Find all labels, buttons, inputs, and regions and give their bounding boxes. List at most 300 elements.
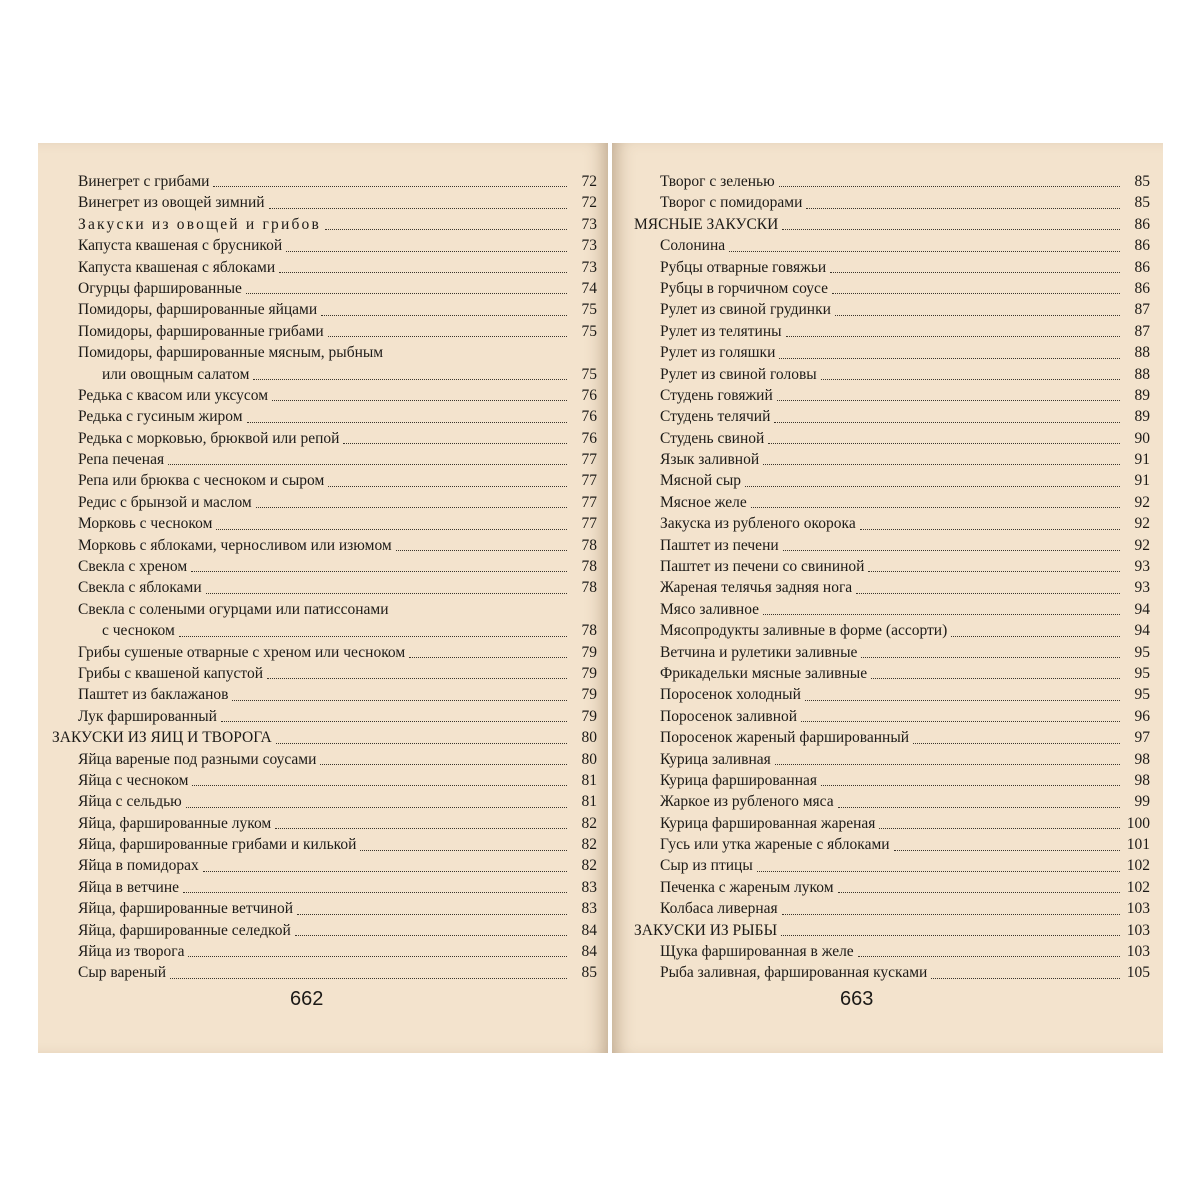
toc-entry-text: Паштет из печени xyxy=(660,536,779,554)
dot-leader xyxy=(913,743,1120,744)
dot-leader xyxy=(782,914,1120,915)
dot-leader xyxy=(279,272,567,273)
toc-entry xyxy=(634,791,1150,812)
toc-entry-text: МЯСНЫЕ ЗАКУСКИ xyxy=(634,215,779,233)
toc-entry-text: Жаркое из рубленого мяса xyxy=(660,793,834,811)
toc-entry-text: Паштет из печени со свининой xyxy=(660,558,865,576)
toc-page-number: 75 xyxy=(581,322,597,340)
toc-page-number: 91 xyxy=(1134,451,1150,469)
dot-leader xyxy=(835,315,1120,316)
toc-entry-text: Сыр вареный xyxy=(78,964,167,982)
toc-page-number: 73 xyxy=(581,215,597,233)
dot-leader xyxy=(409,657,567,658)
toc-entry-text: Капуста квашеная с брусникой xyxy=(78,237,283,255)
dot-leader xyxy=(951,636,1120,637)
dot-leader xyxy=(256,507,567,508)
dot-leader xyxy=(763,614,1120,615)
dot-leader xyxy=(286,251,567,252)
dot-leader xyxy=(328,336,567,337)
left-page xyxy=(38,143,608,1053)
dot-leader xyxy=(821,379,1120,380)
dot-leader xyxy=(325,229,567,230)
toc-page-number: 77 xyxy=(581,472,597,490)
dot-leader xyxy=(186,807,567,808)
toc-page-number: 88 xyxy=(1134,344,1150,362)
toc-entry-text: Грибы сушеные отварные с хреном или чесноком xyxy=(78,643,406,661)
toc-entry-text: Морковь с яблоками, черносливом или изюмом xyxy=(78,536,392,554)
toc-entry-text: Поросенок холодный xyxy=(660,686,801,704)
toc-entry-text: Мясное желе xyxy=(660,493,747,511)
toc-entries-left xyxy=(52,171,597,984)
toc-entry xyxy=(634,385,1150,406)
toc-entry xyxy=(634,449,1150,470)
toc-entry-text: Помидоры, фаршированные грибами xyxy=(78,322,324,340)
toc-entry-text: Редька с морковью, брюквой или репой xyxy=(78,429,340,447)
toc-entry-text: Яйца с сельдью xyxy=(78,793,182,811)
toc-entry-text: Закуска из рубленого окорока xyxy=(660,515,856,533)
toc-page-number: 92 xyxy=(1134,536,1150,554)
dot-leader xyxy=(328,486,567,487)
dot-leader xyxy=(779,358,1120,359)
toc-page-number: 95 xyxy=(1134,643,1150,661)
toc-page-number: 85 xyxy=(581,964,597,982)
toc-entry xyxy=(634,962,1150,983)
toc-page-number: 84 xyxy=(581,943,597,961)
toc-entry xyxy=(634,813,1150,834)
toc-page-number: 82 xyxy=(581,814,597,832)
toc-page-number: 81 xyxy=(581,793,597,811)
dot-leader xyxy=(321,315,567,316)
dot-leader xyxy=(191,571,567,572)
toc-page-number: 87 xyxy=(1134,301,1150,319)
toc-entry xyxy=(52,449,597,470)
toc-entry-text: Винегрет из овощей зимний xyxy=(78,194,265,212)
toc-entry-text: Колбаса ливерная xyxy=(660,900,778,918)
toc-entry-text: Свекла с яблоками xyxy=(78,579,202,597)
toc-page-number: 85 xyxy=(1134,194,1150,212)
dot-leader xyxy=(269,208,567,209)
dot-leader xyxy=(774,422,1120,423)
toc-entry xyxy=(52,620,597,641)
toc-entry xyxy=(52,192,597,213)
toc-entry xyxy=(634,192,1150,213)
toc-entry xyxy=(634,727,1150,748)
toc-entry xyxy=(634,877,1150,898)
toc-page-number: 102 xyxy=(1126,878,1150,896)
toc-entry xyxy=(634,278,1150,299)
toc-entry xyxy=(52,898,597,919)
toc-entry-text: Яйца, фаршированные селедкой xyxy=(78,921,291,939)
toc-entry-text: Винегрет с грибами xyxy=(78,172,210,190)
toc-entry-text: Редька с гусиным жиром xyxy=(78,408,243,426)
toc-entry-text: Редька с квасом или уксусом xyxy=(78,386,269,404)
toc-entry xyxy=(52,278,597,299)
toc-page-number: 81 xyxy=(581,771,597,789)
toc-entry xyxy=(52,470,597,491)
toc-entry xyxy=(52,941,597,962)
dot-leader xyxy=(272,400,567,401)
dot-leader xyxy=(879,828,1120,829)
toc-entry xyxy=(634,706,1150,727)
toc-entry-text: Рыба заливная, фаршированная кусками xyxy=(660,964,928,982)
toc-page-number: 93 xyxy=(1134,579,1150,597)
toc-page-number: 73 xyxy=(581,237,597,255)
toc-entry-text: Помидоры, фаршированные яйцами xyxy=(78,301,318,319)
toc-entry xyxy=(634,235,1150,256)
toc-entry xyxy=(634,470,1150,491)
toc-entry-text: Творог с зеленью xyxy=(660,172,775,190)
toc-entry-text: Яйца, фаршированные грибами и килькой xyxy=(78,836,357,854)
toc-entry-text: Свекла с солеными огурцами или патиссонами xyxy=(78,600,389,618)
toc-entries-right xyxy=(634,171,1150,984)
toc-entry-text: ЗАКУСКИ ИЗ РЫБЫ xyxy=(634,921,778,939)
toc-page-number: 80 xyxy=(581,729,597,747)
toc-page-number: 77 xyxy=(581,493,597,511)
toc-entry-text: Яйца из творога xyxy=(78,943,185,961)
toc-entry xyxy=(634,492,1150,513)
toc-entry xyxy=(52,962,597,983)
toc-page-number: 76 xyxy=(581,408,597,426)
toc-page-number: 97 xyxy=(1134,729,1150,747)
toc-entry xyxy=(52,321,597,342)
toc-entry xyxy=(634,577,1150,598)
toc-page-number: 77 xyxy=(581,451,597,469)
toc-page-number: 80 xyxy=(581,750,597,768)
toc-entry xyxy=(634,513,1150,534)
toc-page-number: 86 xyxy=(1134,258,1150,276)
toc-entry-text: Яйца, фаршированные луком xyxy=(78,814,272,832)
dot-leader xyxy=(931,978,1120,979)
toc-page-number: 103 xyxy=(1126,921,1150,939)
dot-leader xyxy=(768,443,1120,444)
toc-page-number: 85 xyxy=(1134,172,1150,190)
toc-entry xyxy=(634,856,1150,877)
toc-entry xyxy=(634,171,1150,192)
toc-entry-text: Щука фаршированная в желе xyxy=(660,943,854,961)
toc-entry-text: Рулет из голяшки xyxy=(660,344,776,362)
toc-page-number: 78 xyxy=(581,622,597,640)
toc-page-number: 91 xyxy=(1134,472,1150,490)
toc-page-number: 94 xyxy=(1134,600,1150,618)
dot-leader xyxy=(276,743,567,744)
toc-entry-text: или овощным салатом xyxy=(102,365,250,383)
toc-entry-text: Курица фаршированная xyxy=(660,771,818,789)
dot-leader xyxy=(183,892,567,893)
toc-page-number: 74 xyxy=(581,279,597,297)
toc-page-number: 72 xyxy=(581,172,597,190)
dot-leader xyxy=(745,486,1120,487)
toc-entry-text: Яйца в ветчине xyxy=(78,878,180,896)
dot-leader xyxy=(267,678,567,679)
toc-entry-text: Паштет из баклажанов xyxy=(78,686,229,704)
toc-entry-text: Яйца с чесноком xyxy=(78,771,189,789)
toc-entry xyxy=(634,257,1150,278)
toc-page-number: 76 xyxy=(581,429,597,447)
dot-leader xyxy=(830,272,1120,273)
toc-page-number: 95 xyxy=(1134,664,1150,682)
toc-entry xyxy=(634,770,1150,791)
dot-leader xyxy=(861,657,1120,658)
toc-entry-text: Мясо заливное xyxy=(660,600,760,618)
toc-page-number: 86 xyxy=(1134,237,1150,255)
right-page xyxy=(612,143,1163,1053)
toc-entry-text: Студень телячий xyxy=(660,408,771,426)
toc-entry xyxy=(634,321,1150,342)
dot-leader xyxy=(868,571,1120,572)
toc-entry-text: Помидоры, фаршированные мясным, рыбным xyxy=(78,344,384,362)
dot-leader xyxy=(246,293,567,294)
toc-section-heading xyxy=(634,214,1150,235)
toc-entry xyxy=(634,941,1150,962)
dot-leader xyxy=(783,550,1120,551)
toc-entry-text: Ветчина и рулетики заливные xyxy=(660,643,858,661)
toc-entry xyxy=(52,813,597,834)
dot-leader xyxy=(832,293,1120,294)
toc-page-number: 78 xyxy=(581,558,597,576)
toc-entry xyxy=(52,406,597,427)
toc-entry xyxy=(52,877,597,898)
toc-page-number: 78 xyxy=(581,536,597,554)
toc-entry-text: Курица фаршированная жареная xyxy=(660,814,876,832)
toc-entry-text: Гусь или утка жареные с яблоками xyxy=(660,836,890,854)
toc-entry-text: Свекла с хреном xyxy=(78,558,188,576)
toc-entry xyxy=(52,535,597,556)
toc-entry xyxy=(634,599,1150,620)
dot-leader xyxy=(757,871,1120,872)
dot-leader xyxy=(203,871,567,872)
toc-page-number: 102 xyxy=(1126,857,1150,875)
toc-entry-text: Репа печеная xyxy=(78,451,165,469)
toc-entry xyxy=(634,428,1150,449)
toc-page-number: 79 xyxy=(581,707,597,725)
dot-leader xyxy=(360,850,567,851)
toc-section-heading xyxy=(634,920,1150,941)
toc-page-number: 83 xyxy=(581,900,597,918)
dot-leader xyxy=(343,443,567,444)
toc-entry xyxy=(52,706,597,727)
dot-leader xyxy=(838,807,1120,808)
toc-entry-text: Язык заливной xyxy=(660,451,760,469)
dot-leader xyxy=(168,464,567,465)
toc-entry-text: Яйца вареные под разными соусами xyxy=(78,750,317,768)
toc-page-number: 84 xyxy=(581,921,597,939)
dot-leader xyxy=(206,593,567,594)
dot-leader xyxy=(247,422,567,423)
toc-entry-text: Рулет из свиной головы xyxy=(660,365,817,383)
toc-entry-text: Рулет из телятины xyxy=(660,322,782,340)
toc-entry xyxy=(52,556,597,577)
page-number-right: 663 xyxy=(840,988,874,1010)
toc-page-number: 78 xyxy=(581,579,597,597)
dot-leader xyxy=(297,914,567,915)
dot-leader xyxy=(806,208,1120,209)
toc-entry-text: Рубцы отварные говяжьи xyxy=(660,258,827,276)
toc-entry-text: Мясопродукты заливные в форме (ассорти) xyxy=(660,622,948,640)
toc-entry xyxy=(634,535,1150,556)
toc-page-number: 83 xyxy=(581,878,597,896)
toc-entry xyxy=(52,920,597,941)
dot-leader xyxy=(838,892,1120,893)
toc-entry xyxy=(52,642,597,663)
dot-leader xyxy=(275,828,567,829)
toc-section-heading xyxy=(52,727,597,748)
toc-entry-text: Огурцы фаршированные xyxy=(78,279,242,297)
toc-entry-text: Творог с помидорами xyxy=(660,194,803,212)
toc-entry xyxy=(634,620,1150,641)
dot-leader xyxy=(763,464,1120,465)
dot-leader xyxy=(295,935,567,936)
toc-entry xyxy=(52,385,597,406)
dot-leader xyxy=(801,721,1120,722)
toc-entry-text: Сыр из птицы xyxy=(660,857,753,875)
dot-leader xyxy=(871,678,1120,679)
toc-entry xyxy=(52,834,597,855)
toc-page-number: 73 xyxy=(581,258,597,276)
dot-leader xyxy=(805,700,1120,701)
toc-page-number: 79 xyxy=(581,664,597,682)
toc-page-number: 94 xyxy=(1134,622,1150,640)
toc-entry xyxy=(52,257,597,278)
dot-leader xyxy=(396,550,567,551)
toc-entry xyxy=(52,791,597,812)
toc-page-number: 76 xyxy=(581,386,597,404)
toc-entry-text: Капуста квашеная с яблоками xyxy=(78,258,276,276)
toc-page-number: 88 xyxy=(1134,365,1150,383)
toc-entry xyxy=(634,898,1150,919)
toc-page-number: 86 xyxy=(1134,215,1150,233)
toc-entry xyxy=(634,749,1150,770)
dot-leader xyxy=(179,636,567,637)
toc-entry-text: Яйца, фаршированные ветчиной xyxy=(78,900,294,918)
toc-entry-text: Жареная телячья задняя нога xyxy=(660,579,853,597)
toc-entry xyxy=(52,684,597,705)
toc-page-number: 89 xyxy=(1134,386,1150,404)
toc-entry xyxy=(634,642,1150,663)
toc-entry-text: Печенка с жареным луком xyxy=(660,878,834,896)
toc-entry xyxy=(52,749,597,770)
dot-leader xyxy=(729,251,1120,252)
toc-page-number: 89 xyxy=(1134,408,1150,426)
dot-leader xyxy=(170,978,567,979)
dot-leader xyxy=(188,956,567,957)
toc-entry xyxy=(634,299,1150,320)
toc-page-number: 82 xyxy=(581,857,597,875)
dot-leader xyxy=(858,956,1120,957)
toc-entry xyxy=(52,577,597,598)
toc-entry-text: Студень говяжий xyxy=(660,386,773,404)
toc-page-number: 101 xyxy=(1126,836,1150,854)
toc-entry xyxy=(52,299,597,320)
page-number-left: 662 xyxy=(290,988,324,1010)
toc-entry-text: с чесноком xyxy=(102,622,175,640)
toc-page-number: 100 xyxy=(1126,814,1150,832)
dot-leader xyxy=(894,850,1120,851)
toc-page-number: 92 xyxy=(1134,493,1150,511)
toc-page-number: 75 xyxy=(581,301,597,319)
dot-leader xyxy=(320,764,567,765)
toc-entry-text: ЗАКУСКИ ИЗ ЯИЦ И ТВОРОГА xyxy=(52,729,272,747)
toc-entry-text: Поросенок заливной xyxy=(660,707,798,725)
toc-page-number: 79 xyxy=(581,643,597,661)
toc-page-number: 87 xyxy=(1134,322,1150,340)
toc-page-number: 99 xyxy=(1134,793,1150,811)
dot-leader xyxy=(216,529,567,530)
toc-entry xyxy=(52,364,597,385)
dot-leader xyxy=(253,379,567,380)
toc-page-number: 77 xyxy=(581,515,597,533)
dot-leader xyxy=(779,186,1120,187)
toc-entry-text: Курица заливная xyxy=(660,750,771,768)
dot-leader xyxy=(213,186,567,187)
toc-entry-text: Солонина xyxy=(660,237,726,255)
toc-page-number: 95 xyxy=(1134,686,1150,704)
dot-leader xyxy=(781,935,1120,936)
dot-leader xyxy=(232,700,567,701)
toc-entry-text: Рубцы в горчичном соусе xyxy=(660,279,828,297)
dot-leader xyxy=(856,593,1120,594)
toc-entry xyxy=(634,834,1150,855)
toc-entry xyxy=(52,428,597,449)
toc-entry-text: Закуски из овощей и грибов xyxy=(78,215,322,233)
dot-leader xyxy=(821,785,1120,786)
toc-page-number: 92 xyxy=(1134,515,1150,533)
toc-entry xyxy=(634,556,1150,577)
toc-entry-text: Фрикадельки мясные заливные xyxy=(660,664,868,682)
toc-entry-text: Редис с брынзой и маслом xyxy=(78,493,252,511)
toc-entry xyxy=(634,342,1150,363)
toc-entry-text: Поросенок жареный фаршированный xyxy=(660,729,910,747)
toc-entry-text: Рулет из свиной грудинки xyxy=(660,301,831,319)
toc-entry-text: Студень свиной xyxy=(660,429,765,447)
dot-leader xyxy=(777,400,1120,401)
toc-entry xyxy=(52,513,597,534)
toc-page-number: 75 xyxy=(581,365,597,383)
toc-entry xyxy=(634,684,1150,705)
dot-leader xyxy=(751,507,1120,508)
dot-leader xyxy=(775,764,1120,765)
toc-entry-text: Морковь с чесноком xyxy=(78,515,213,533)
toc-entry-text: Грибы с квашеной капустой xyxy=(78,664,264,682)
toc-entry xyxy=(52,171,597,192)
toc-entry-text: Мясной сыр xyxy=(660,472,742,490)
toc-page-number: 86 xyxy=(1134,279,1150,297)
dot-leader xyxy=(860,529,1120,530)
toc-entry xyxy=(52,492,597,513)
toc-page-number: 103 xyxy=(1126,943,1150,961)
dot-leader xyxy=(786,336,1120,337)
toc-page-number: 72 xyxy=(581,194,597,212)
toc-page-number: 96 xyxy=(1134,707,1150,725)
toc-entry xyxy=(52,770,597,791)
toc-page-number: 79 xyxy=(581,686,597,704)
toc-page-number: 90 xyxy=(1134,429,1150,447)
toc-entry xyxy=(52,663,597,684)
toc-page-number: 98 xyxy=(1134,750,1150,768)
toc-page-number: 103 xyxy=(1126,900,1150,918)
dot-leader xyxy=(221,721,567,722)
dot-leader xyxy=(192,785,567,786)
toc-page-number: 93 xyxy=(1134,558,1150,576)
toc-entry-text: Репа или брюква с чесноком и сыром xyxy=(78,472,325,490)
toc-page-number: 98 xyxy=(1134,771,1150,789)
toc-page-number: 82 xyxy=(581,836,597,854)
dot-leader xyxy=(782,229,1120,230)
toc-entry xyxy=(52,214,597,235)
toc-page-number: 105 xyxy=(1126,964,1150,982)
toc-entry xyxy=(52,856,597,877)
toc-entry xyxy=(634,663,1150,684)
toc-entry xyxy=(52,235,597,256)
